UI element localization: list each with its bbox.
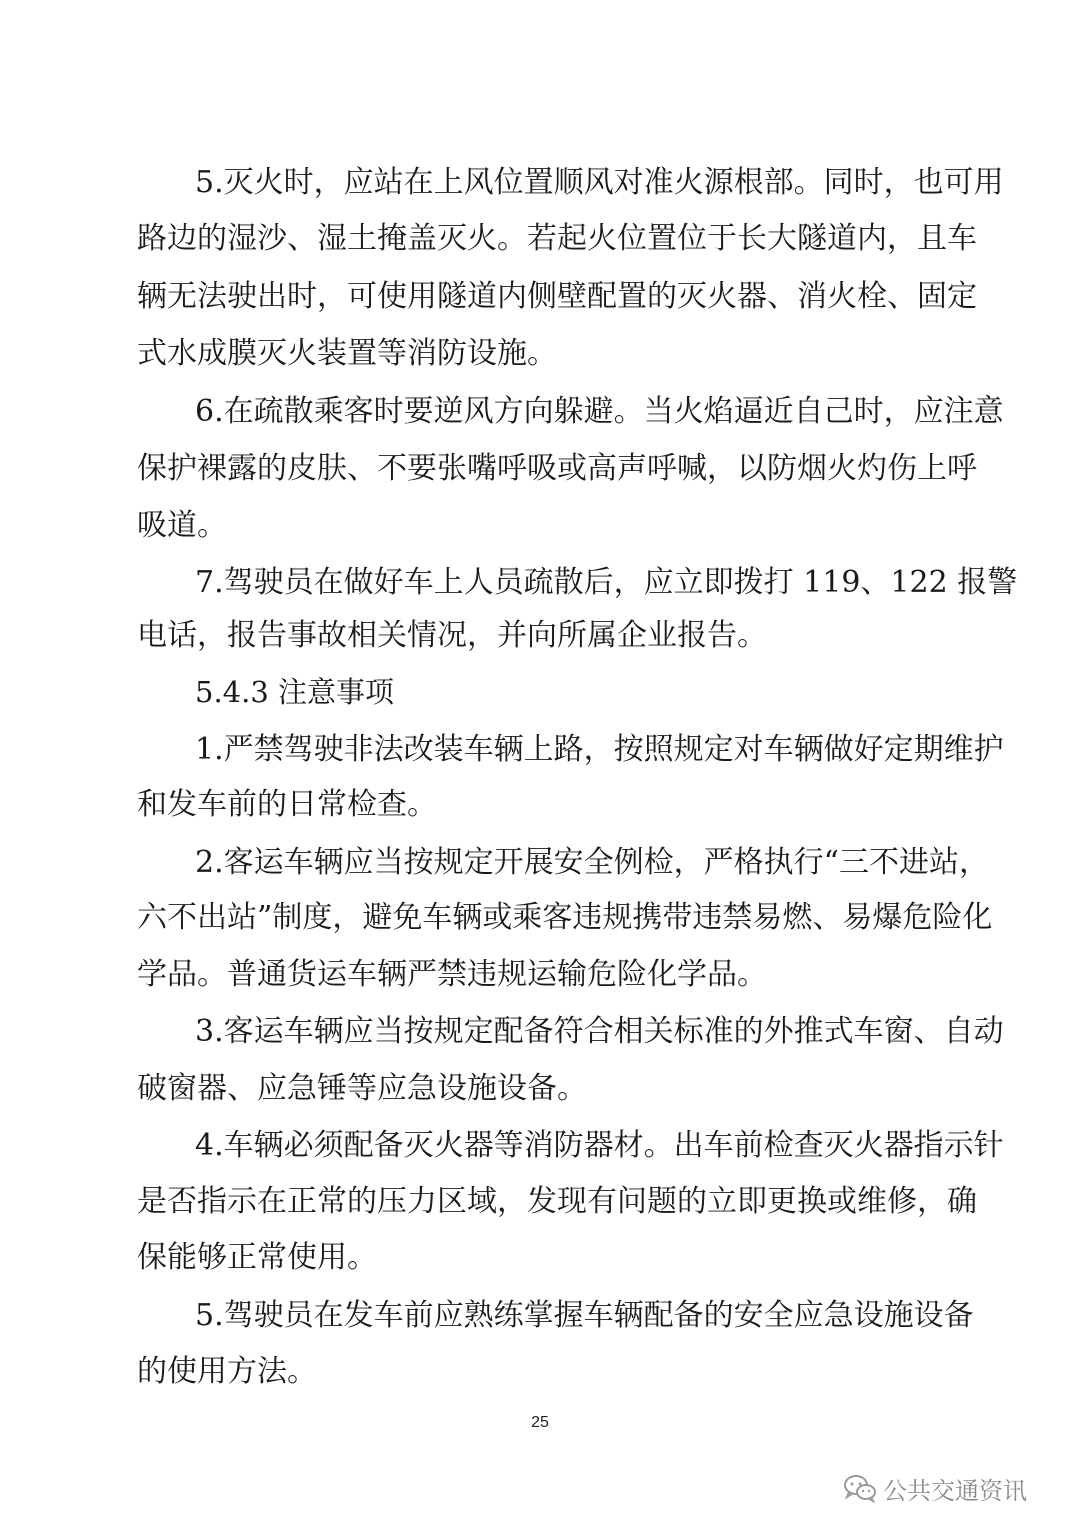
paragraph-line: 和发车前的日常检查。 — [137, 787, 437, 822]
paragraph-line: 电话，报告事故相关情况，并向所属企业报告。 — [137, 618, 767, 653]
paragraph-line: 4.车辆必须配备灭火器等消防器材。出车前检查灭火器指示针 — [195, 1128, 1004, 1163]
watermark — [843, 1468, 1027, 1508]
paragraph-line: 7.驾驶员在做好车上人员疏散后，应立即拨打 119、122 报警 — [195, 565, 1018, 600]
paragraph-line: 吸道。 — [137, 508, 227, 543]
paragraph-line: 的使用方法。 — [137, 1354, 317, 1389]
paragraph-line: 学品。普通货运车辆严禁违规运输危险化学品。 — [137, 957, 767, 992]
paragraph-line: 3.客运车辆应当按规定配备符合相关标准的外推式车窗、自动 — [195, 1014, 1004, 1049]
paragraph-line: 六不出站”制度，避免车辆或乘客违规携带违禁易燃、易爆危险化 — [137, 900, 993, 935]
wechat-icon — [843, 1473, 877, 1503]
paragraph-line: 辆无法驶出时，可使用隧道内侧壁配置的灭火器、消火栓、固定 — [137, 279, 977, 314]
watermark-text: 公共交通资讯 — [883, 1476, 1027, 1505]
paragraph-line: 式水成膜灭火装置等消防设施。 — [137, 336, 557, 371]
section-heading: 5.4.3 注意事项 — [195, 675, 395, 709]
paragraph-line: 5.驾驶员在发车前应熟练掌握车辆配备的安全应急设施设备 — [195, 1298, 974, 1333]
paragraph-line: 破窗器、应急锤等应急设施设备。 — [137, 1071, 587, 1106]
page-number: 25 — [531, 1414, 549, 1431]
paragraph-line: 6.在疏散乘客时要逆风方向躲避。当火焰逼近自己时，应注意 — [195, 394, 1004, 429]
paragraph-line: 路边的湿沙、湿土掩盖灭火。若起火位置位于长大隧道内，且车 — [137, 221, 977, 256]
paragraph-line: 保能够正常使用。 — [137, 1240, 377, 1275]
paragraph-line: 5.灭火时，应站在上风位置顺风对准火源根部。同时，也可用 — [195, 165, 1004, 200]
paragraph-line: 保护裸露的皮肤、不要张嘴呼吸或高声呼喊，以防烟火灼伤上呼 — [137, 451, 977, 486]
paragraph-line: 是否指示在正常的压力区域，发现有问题的立即更换或维修，确 — [137, 1184, 977, 1219]
paragraph-line: 2.客运车辆应当按规定开展安全例检，严格执行“三不进站， — [195, 845, 989, 880]
paragraph-line: 1.严禁驾驶非法改装车辆上路，按照规定对车辆做好定期维护 — [195, 732, 1004, 767]
